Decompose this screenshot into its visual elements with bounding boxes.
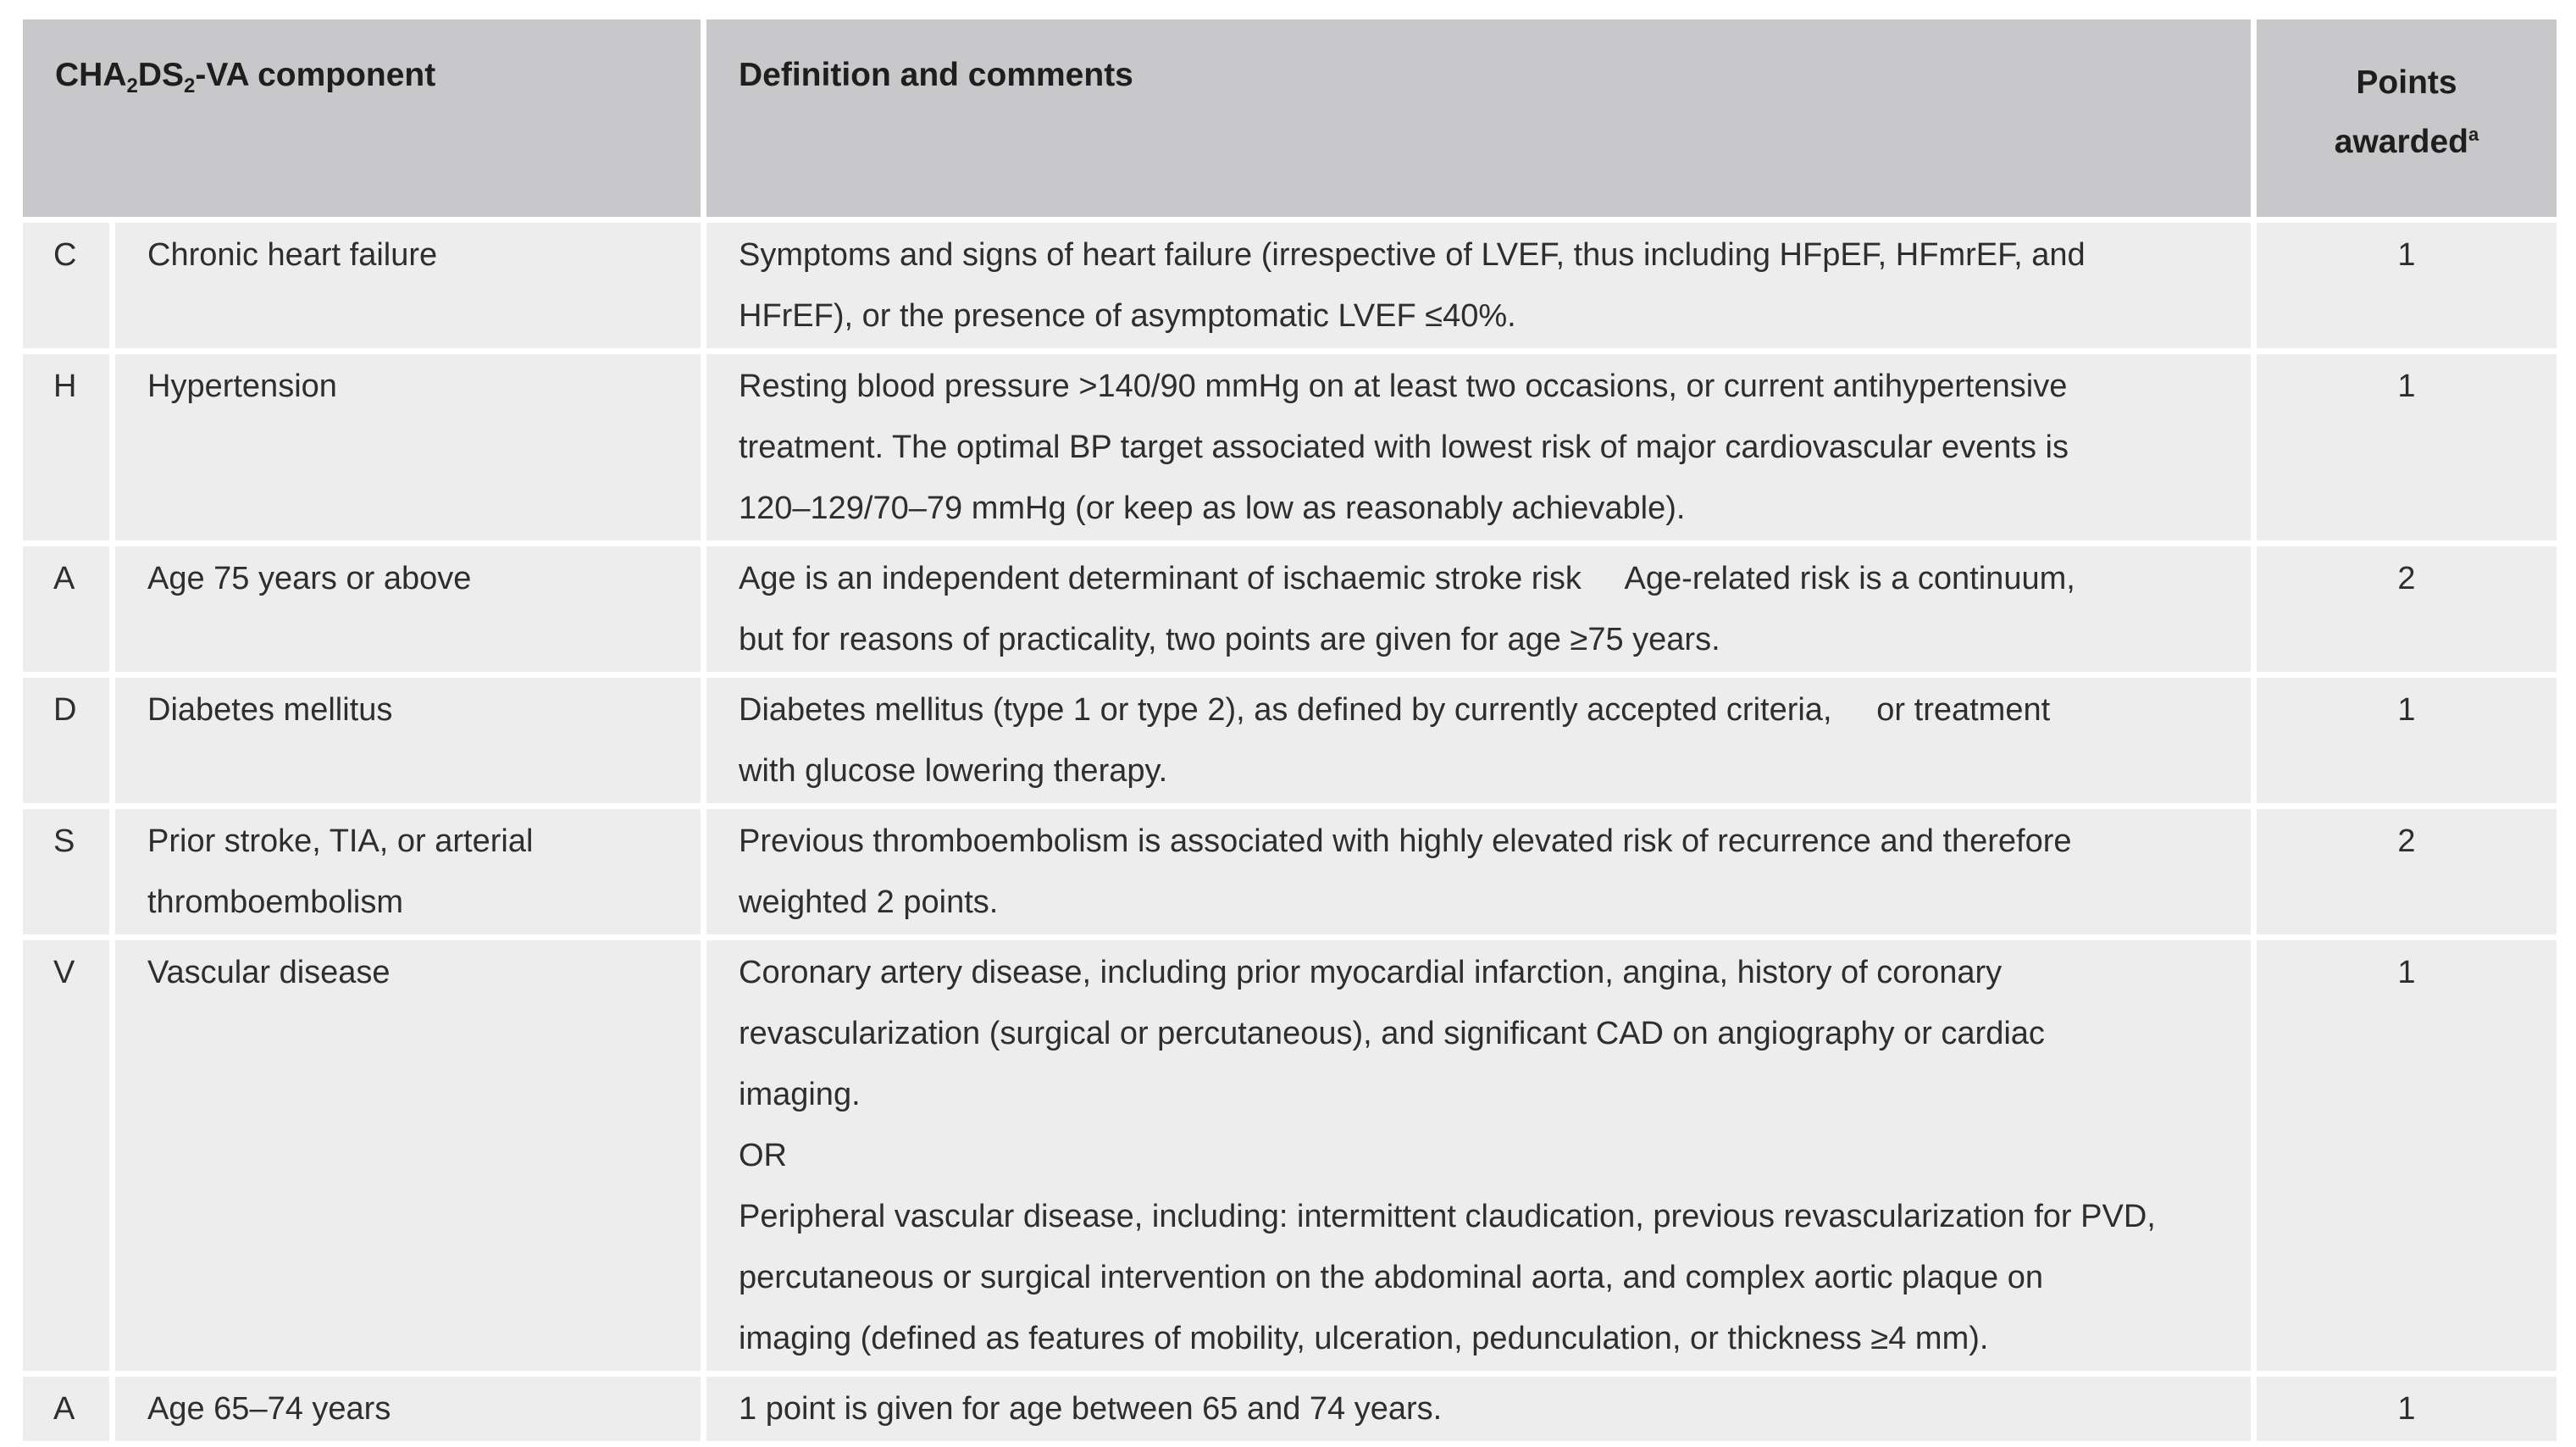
header-text: Points xyxy=(2356,64,2457,101)
component-name xyxy=(115,1377,706,1447)
component-name-line: Vascular disease xyxy=(147,955,391,990)
component-name-line: Age 65–74 years xyxy=(147,1391,391,1427)
table-row xyxy=(23,223,2557,354)
header-text: awarded xyxy=(2334,124,2468,160)
definition-cell-line: 1 point is given for age between 65 and 74 years. xyxy=(739,1391,1443,1427)
component-name-line: Age 75 years or above xyxy=(147,561,472,596)
component-name xyxy=(115,223,706,354)
definition-cell-line: imaging. xyxy=(739,1077,861,1112)
definition-cell-line: OR xyxy=(739,1138,787,1173)
component-letter: V xyxy=(23,940,115,1377)
component-name xyxy=(115,546,706,678)
points-cell: 1 xyxy=(2257,940,2557,1377)
component-name-line: thromboembolism xyxy=(147,884,403,920)
definition-cell-line: revascularization (surgical or percutaneous), and significant CAD on angiography or cardiac xyxy=(739,1016,2045,1051)
table-row xyxy=(23,546,2557,678)
component-name xyxy=(115,354,706,546)
points-cell: 1 xyxy=(2257,354,2557,546)
definition-cell xyxy=(706,546,2257,678)
definition-cell-line: imaging (defined as features of mobility, ulceration, pedunculation, or thickness ≥4 mm). xyxy=(739,1321,1989,1356)
header-points xyxy=(2257,19,2557,223)
header-component xyxy=(23,19,706,223)
definition-cell-line: 120–129/70–79 mmHg (or keep as low as reasonably achievable). xyxy=(739,491,1686,526)
table-header-row xyxy=(23,19,2557,223)
header-text: CHA xyxy=(55,57,127,93)
component-letter: S xyxy=(23,809,115,940)
definition-cell-line: HFrEF), or the presence of asymptomatic LVEF ≤40%. xyxy=(739,298,1516,334)
footnote-marker: a xyxy=(2468,124,2479,145)
header-definition: Definition and comments xyxy=(706,19,2257,223)
table-row xyxy=(23,809,2557,940)
points-cell: 2 xyxy=(2257,809,2557,940)
points-cell: 1 xyxy=(2257,1377,2557,1447)
component-name-line: Prior stroke, TIA, or arterial xyxy=(147,823,534,859)
header-text: DS xyxy=(137,57,185,93)
cha2ds2-va-table xyxy=(23,19,2557,1447)
definition-cell-line: treatment. The optimal BP target associated with lowest risk of major cardiovascular events is xyxy=(739,430,2069,465)
component-name xyxy=(115,678,706,809)
definition-cell-line: Resting blood pressure >140/90 mmHg on at least two occasions, or current antihypertensive xyxy=(739,369,2068,404)
component-letter: D xyxy=(23,678,115,809)
table-row xyxy=(23,940,2557,1377)
definition-cell-line: but for reasons of practicality, two points are given for age ≥75 years. xyxy=(739,622,1720,657)
component-name-line: Diabetes mellitus xyxy=(147,692,393,728)
definition-cell-line: Previous thromboembolism is associated with highly elevated risk of recurrence and therefore xyxy=(739,823,2072,859)
definition-cell xyxy=(706,354,2257,546)
component-name xyxy=(115,809,706,940)
definition-cell-line: Diabetes mellitus (type 1 or type 2), as defined by currently accepted criteria, or treatment xyxy=(739,692,2051,728)
definition-cell-line: Age is an independent determinant of ischaemic stroke risk Age-related risk is a continuum, xyxy=(739,561,2075,596)
points-cell: 1 xyxy=(2257,678,2557,809)
subscript: 2 xyxy=(126,75,138,97)
component-letter: A xyxy=(23,546,115,678)
component-letter: H xyxy=(23,354,115,546)
points-cell: 2 xyxy=(2257,546,2557,678)
definition-cell xyxy=(706,809,2257,940)
table-row xyxy=(23,1377,2557,1447)
subscript: 2 xyxy=(184,75,196,97)
component-name-line: Chronic heart failure xyxy=(147,237,438,273)
definition-cell-line: Peripheral vascular disease, including: intermittent claudication, previous revascularization for PVD, xyxy=(739,1199,2156,1234)
table-row xyxy=(23,678,2557,809)
component-name xyxy=(115,940,706,1377)
definition-cell-line: Symptoms and signs of heart failure (irrespective of LVEF, thus including HFpEF, HFmrEF, and xyxy=(739,237,2086,273)
component-letter: A xyxy=(23,1377,115,1447)
definition-cell-line: with glucose lowering therapy. xyxy=(739,753,1168,789)
component-name-line: Hypertension xyxy=(147,369,337,404)
table-row xyxy=(23,354,2557,546)
definition-cell-line: Coronary artery disease, including prior myocardial infarction, angina, history of coronary xyxy=(739,955,2003,990)
points-cell: 1 xyxy=(2257,223,2557,354)
component-letter: C xyxy=(23,223,115,354)
definition-cell-line: percutaneous or surgical intervention on the abdominal aorta, and complex aortic plaque on xyxy=(739,1260,2043,1295)
definition-cell xyxy=(706,678,2257,809)
definition-cell xyxy=(706,223,2257,354)
definition-cell-line: weighted 2 points. xyxy=(739,884,999,920)
definition-cell xyxy=(706,940,2257,1377)
definition-cell xyxy=(706,1377,2257,1447)
header-text: -VA component xyxy=(195,57,436,93)
